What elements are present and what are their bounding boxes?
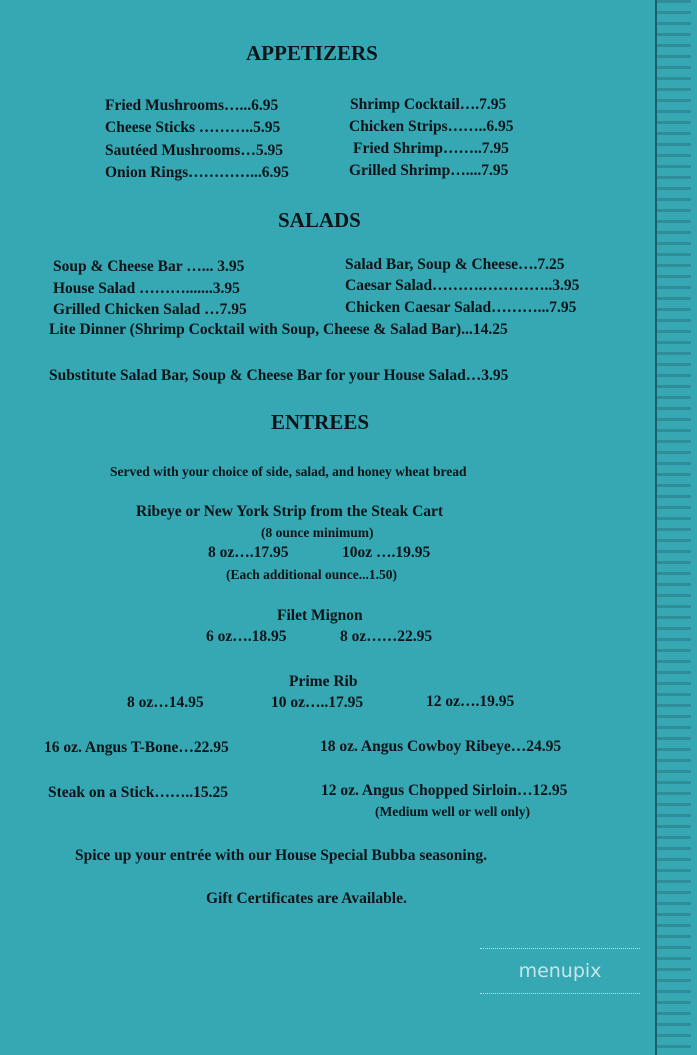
appetizer-item: Shrimp Cocktail….7.95 — [350, 96, 507, 113]
filet-name: Filet Mignon — [277, 607, 363, 624]
salad-substitute: Substitute Salad Bar, Soup & Cheese Bar for your House Salad…3.95 — [49, 367, 509, 384]
chopped-sirloin-note: (Medium well or well only) — [375, 804, 530, 819]
entrees-heading: ENTREES — [271, 410, 370, 434]
salad-item: Caesar Salad……….…………..3.95 — [345, 277, 580, 294]
salads-heading: SALADS — [278, 208, 361, 232]
steak-cart-note: (8 ounce minimum) — [261, 525, 374, 540]
salad-item: Soup & Cheese Bar …... 3.95 — [53, 258, 245, 275]
steak-cart-name: Ribeye or New York Strip from the Steak Cart — [136, 503, 444, 520]
spice-note: Spice up your entrée with our House Special Bubba seasoning. — [75, 847, 487, 864]
page-edge-shadow — [655, 0, 691, 1055]
filet-price: 8 oz……22.95 — [340, 628, 433, 645]
prime-rib-name: Prime Rib — [289, 673, 358, 690]
gift-certificates-note: Gift Certificates are Available. — [206, 890, 407, 907]
salad-item: Chicken Caesar Salad………...7.95 — [345, 299, 577, 316]
lite-dinner: Lite Dinner (Shrimp Cocktail with Soup, Cheese & Salad Bar)...14.25 — [49, 321, 508, 338]
t-bone-item: 16 oz. Angus T-Bone…22.95 — [44, 739, 229, 756]
appetizers-heading: APPETIZERS — [246, 41, 378, 65]
appetizer-item: Onion Rings…………...6.95 — [105, 164, 289, 181]
steak-on-stick-item: Steak on a Stick……..15.25 — [48, 784, 228, 801]
salad-item: Grilled Chicken Salad …7.95 — [53, 301, 247, 318]
watermark-logo: menupix — [480, 948, 640, 994]
chopped-sirloin-item: 12 oz. Angus Chopped Sirloin…12.95 — [321, 782, 568, 799]
prime-rib-price: 12 oz….19.95 — [426, 693, 515, 710]
salad-item: Salad Bar, Soup & Cheese….7.25 — [345, 256, 565, 273]
appetizer-item: Fried Mushrooms…...6.95 — [105, 97, 279, 114]
appetizer-item: Cheese Sticks ………..5.95 — [105, 119, 281, 136]
filet-price: 6 oz….18.95 — [206, 628, 287, 645]
steak-cart-price: 8 oz….17.95 — [208, 544, 289, 561]
steak-cart-price: 10oz ….19.95 — [342, 544, 431, 561]
appetizer-item: Chicken Strips……..6.95 — [349, 118, 514, 135]
salad-item: House Salad ……….......3.95 — [53, 280, 240, 297]
appetizer-item: Sautéed Mushrooms…5.95 — [105, 142, 283, 159]
appetizer-item: Fried Shrimp……..7.95 — [353, 140, 509, 157]
cowboy-ribeye-item: 18 oz. Angus Cowboy Ribeye…24.95 — [320, 738, 562, 755]
prime-rib-price: 8 oz…14.95 — [127, 694, 204, 711]
served-with-note: Served with your choice of side, salad, and honey wheat bread — [110, 464, 467, 479]
appetizer-item: Grilled Shrimp…....7.95 — [349, 162, 509, 179]
steak-cart-additional: (Each additional ounce...1.50) — [226, 567, 398, 582]
prime-rib-price: 10 oz…..17.95 — [271, 694, 364, 711]
